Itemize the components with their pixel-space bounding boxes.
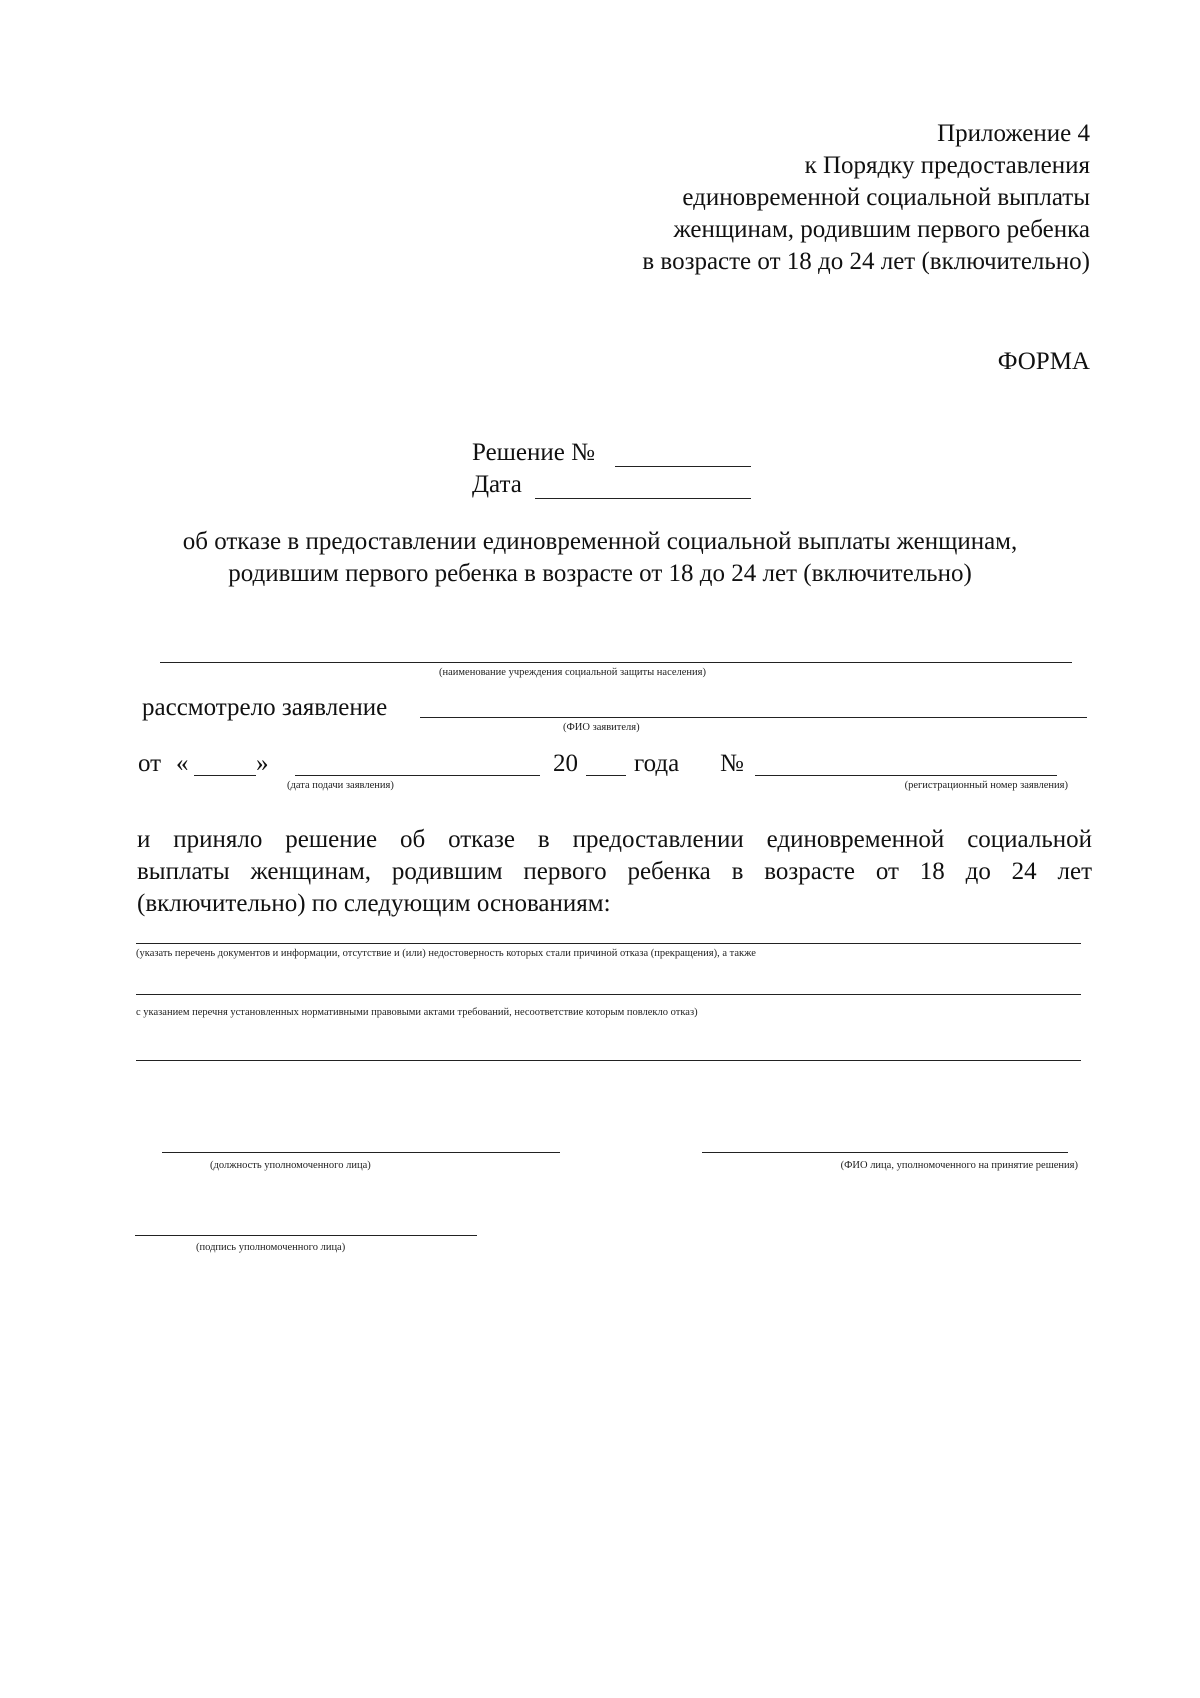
institution-field[interactable] [160, 662, 1072, 663]
decision-number-label: Решение № [472, 439, 595, 466]
applicant-field[interactable] [420, 717, 1087, 718]
year-prefix: 20 [553, 750, 578, 777]
grounds-field-1[interactable] [136, 943, 1081, 944]
quote-close: » [256, 750, 269, 777]
body-line: выплаты женщинам, родившим первого ребенка в возрасте от 18 до 24 лет [137, 858, 1092, 885]
document-title [100, 526, 1100, 590]
number-sign: № [720, 750, 744, 777]
position-field[interactable] [162, 1152, 560, 1153]
appendix-line: единовременной социальной выплаты [682, 184, 1090, 211]
grounds-hint-1: (указать перечень документов и информации, отсутствие и (или) недостоверность которых стали причиной отказа (прекращения), а также [136, 948, 756, 959]
fio-hint: (ФИО лица, уполномоченного на принятие решения) [840, 1160, 1078, 1171]
appendix-header [390, 118, 1090, 278]
body-line: (включительно) по следующим основаниям: [137, 890, 611, 917]
institution-hint: (наименование учреждения социальной защиты населения) [439, 667, 706, 678]
body-paragraph [137, 824, 1092, 920]
signature-field[interactable] [135, 1235, 477, 1236]
title-line: об отказе в предоставлении единовременной социальной выплаты женщинам, [182, 528, 1018, 555]
appendix-line: женщинам, родившим первого ребенка [673, 216, 1090, 243]
month-field[interactable] [295, 775, 540, 776]
submission-date-hint: (дата подачи заявления) [287, 780, 394, 791]
position-hint: (должность уполномоченного лица) [210, 1160, 371, 1171]
decision-number-field[interactable] [615, 466, 751, 467]
appendix-line: Приложение 4 [937, 120, 1090, 147]
grounds-field-3[interactable] [136, 1060, 1081, 1061]
appendix-line: в возрасте от 18 до 24 лет (включительно) [642, 248, 1090, 275]
decision-date-label: Дата [472, 471, 522, 498]
title-line: родившим первого ребенка в возрасте от 18 до 24 лет (включительно) [228, 560, 972, 587]
grounds-field-2[interactable] [136, 994, 1081, 995]
form-label: ФОРМА [997, 348, 1090, 375]
decision-date-field[interactable] [535, 498, 751, 499]
registration-number-field[interactable] [755, 775, 1057, 776]
year-field[interactable] [586, 775, 626, 776]
appendix-line: к Порядку предоставления [804, 152, 1090, 179]
day-field[interactable] [194, 775, 256, 776]
registration-hint: (регистрационный номер заявления) [904, 780, 1068, 791]
quote-open: « [176, 750, 189, 777]
applicant-hint: (ФИО заявителя) [563, 722, 640, 733]
grounds-hint-2: с указанием перечня установленных нормативными правовыми актами требований, несоответствие которым повлекло отказ) [136, 1007, 698, 1018]
fio-field[interactable] [702, 1152, 1068, 1153]
body-line: и приняло решение об отказе в предоставлении единовременной социальной [137, 826, 1092, 853]
from-label: от [138, 750, 162, 777]
year-label: года [634, 750, 680, 777]
considered-label: рассмотрело заявление [142, 694, 388, 721]
signature-hint: (подпись уполномоченного лица) [196, 1242, 346, 1253]
